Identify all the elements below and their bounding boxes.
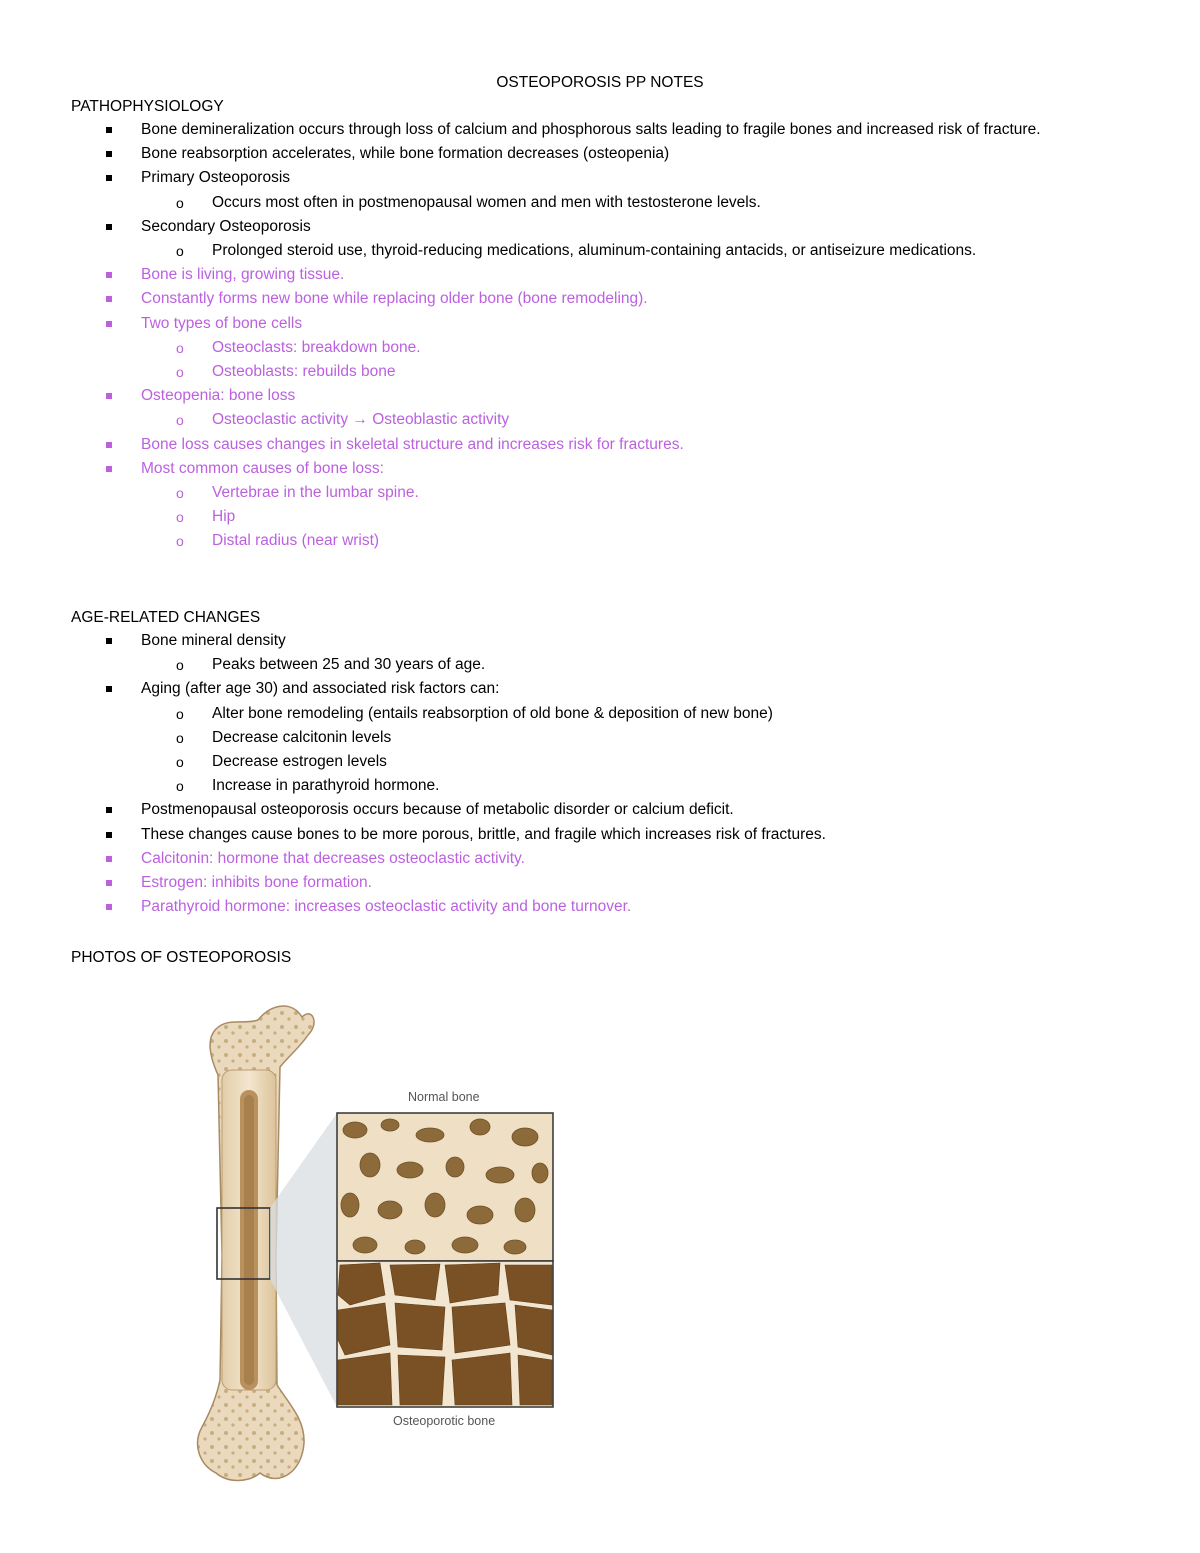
sub-bullet-item: [0, 408, 1200, 432]
hollow-bullet-icon: o: [176, 729, 184, 746]
sub-bullet-item: [0, 505, 1200, 529]
bullet-item: [0, 847, 1200, 871]
bullet-text: Increase in parathyroid hormone.: [212, 777, 440, 795]
bullet-text: Osteoclasts: breakdown bone.: [212, 338, 421, 356]
hollow-bullet-icon: o: [176, 364, 184, 381]
hollow-bullet-icon: o: [176, 485, 184, 502]
osteoporotic-bone-panel: [337, 1261, 553, 1407]
sub-bullet-item: [0, 774, 1200, 798]
hollow-bullet-icon: o: [176, 533, 184, 550]
hollow-bullet-icon: o: [176, 243, 184, 260]
bullet-item: [0, 166, 1200, 190]
bullet-text: Parathyroid hormone: increases osteoclastic activity and bone turnover.: [141, 898, 632, 916]
bullet-text: Decrease estrogen levels: [212, 753, 387, 771]
sub-bullet-item: [0, 653, 1200, 677]
bullet-text: Secondary Osteoporosis: [141, 217, 311, 235]
heading-age-related-changes: AGE-RELATED CHANGES: [71, 609, 261, 626]
bullet-text: Decrease calcitonin levels: [212, 728, 392, 746]
bullet-text: Primary Osteoporosis: [141, 169, 291, 187]
bullet-text: Distal radius (near wrist): [212, 532, 380, 550]
bullet-text: Bone mineral density: [141, 632, 286, 649]
bullet-text: Vertebrae in the lumbar spine.: [212, 484, 419, 502]
normal-bone-label: Normal bone: [408, 1090, 480, 1104]
bullet-text: Bone loss causes changes in skeletal structure and increases risk for fractures.: [141, 435, 684, 453]
bullet-text: Osteopenia: bone loss: [141, 387, 296, 405]
sub-bullet-item: [0, 750, 1200, 774]
hollow-bullet-icon: o: [176, 778, 184, 795]
bullet-text: Peaks between 25 and 30 years of age.: [212, 656, 486, 674]
bullet-item: [0, 629, 1200, 653]
bullet-text: Two types of bone cells: [141, 314, 303, 332]
bullet-text: Calcitonin: hormone that decreases osteoclastic activity.: [141, 849, 525, 867]
bullet-text: Constantly forms new bone while replacing older bone (bone remodeling).: [141, 290, 648, 308]
sub-bullet-item: [0, 726, 1200, 750]
bullet-item: [0, 798, 1200, 822]
sub-bullet-item: [0, 529, 1200, 553]
hollow-bullet-icon: o: [176, 754, 184, 771]
normal-bone-panel: [337, 1113, 553, 1261]
pathophysiology-list: [0, 118, 1200, 554]
bullet-text: Prolonged steroid use, thyroid-reducing medications, aluminum-containing antacids, or antiseizure medications.: [212, 242, 977, 260]
bullet-text: Occurs most often in postmenopausal women and men with testosterone levels.: [212, 193, 761, 211]
bullet-item: [0, 215, 1200, 239]
bullet-text: Bone is living, growing tissue.: [141, 266, 345, 284]
bullet-text: Bone reabsorption accelerates, while bone formation decreases (osteopenia): [141, 145, 670, 163]
hollow-bullet-icon: o: [176, 705, 184, 722]
bullet-text: Osteoblasts: rebuilds bone: [212, 363, 396, 381]
bullet-text: Bone demineralization occurs through loss of calcium and phosphorous salts leading to fragile bones and increased risk of fracture.: [141, 121, 1041, 138]
document-title: OSTEOPOROSIS PP NOTES: [496, 74, 704, 91]
bullet-item: [0, 677, 1200, 701]
age-related-changes-list: [0, 629, 1200, 919]
osteoporosis-figure: [180, 995, 580, 1495]
hollow-bullet-icon: o: [176, 657, 184, 674]
bullet-text: Most common causes of bone loss:: [141, 459, 384, 477]
heading-pathophysiology: PATHOPHYSIOLOGY: [71, 98, 224, 115]
bullet-item: [0, 871, 1200, 895]
sub-bullet-item: [0, 336, 1200, 360]
bullet-item: [0, 433, 1200, 457]
bullet-text: Alter bone remodeling (entails reabsorption of old bone & deposition of new bone): [212, 704, 773, 722]
bullet-text: These changes cause bones to be more porous, brittle, and fragile which increases risk of fractures.: [141, 825, 826, 843]
femur-illustration: [180, 995, 580, 1495]
bullet-item: [0, 118, 1200, 142]
bullet-text: Estrogen: inhibits bone formation.: [141, 874, 372, 892]
hollow-bullet-icon: o: [176, 412, 184, 429]
sub-bullet-item: [0, 239, 1200, 263]
bullet-item: [0, 384, 1200, 408]
bullet-item: [0, 823, 1200, 847]
osteoporotic-bone-label: Osteoporotic bone: [393, 1414, 496, 1428]
bullet-item: [0, 312, 1200, 336]
heading-photos-of-osteoporosis: PHOTOS OF OSTEOPOROSIS: [71, 949, 292, 966]
sub-bullet-item: [0, 481, 1200, 505]
bullet-text: Osteoclastic activity → Osteoblastic activity: [212, 411, 510, 429]
hollow-bullet-icon: o: [176, 339, 184, 356]
sub-bullet-item: [0, 191, 1200, 215]
bullet-item: [0, 287, 1200, 311]
sub-bullet-item: [0, 702, 1200, 726]
sub-bullet-item: [0, 360, 1200, 384]
bullet-item: [0, 457, 1200, 481]
bullet-item: [0, 142, 1200, 166]
bullet-text: Postmenopausal osteoporosis occurs because of metabolic disorder or calcium deficit.: [141, 801, 734, 819]
bullet-text: Aging (after age 30) and associated risk factors can:: [141, 680, 500, 698]
bullet-text: Hip: [212, 508, 236, 526]
bullet-item: [0, 263, 1200, 287]
hollow-bullet-icon: o: [176, 509, 184, 526]
hollow-bullet-icon: o: [176, 194, 184, 211]
bullet-item: [0, 895, 1200, 919]
